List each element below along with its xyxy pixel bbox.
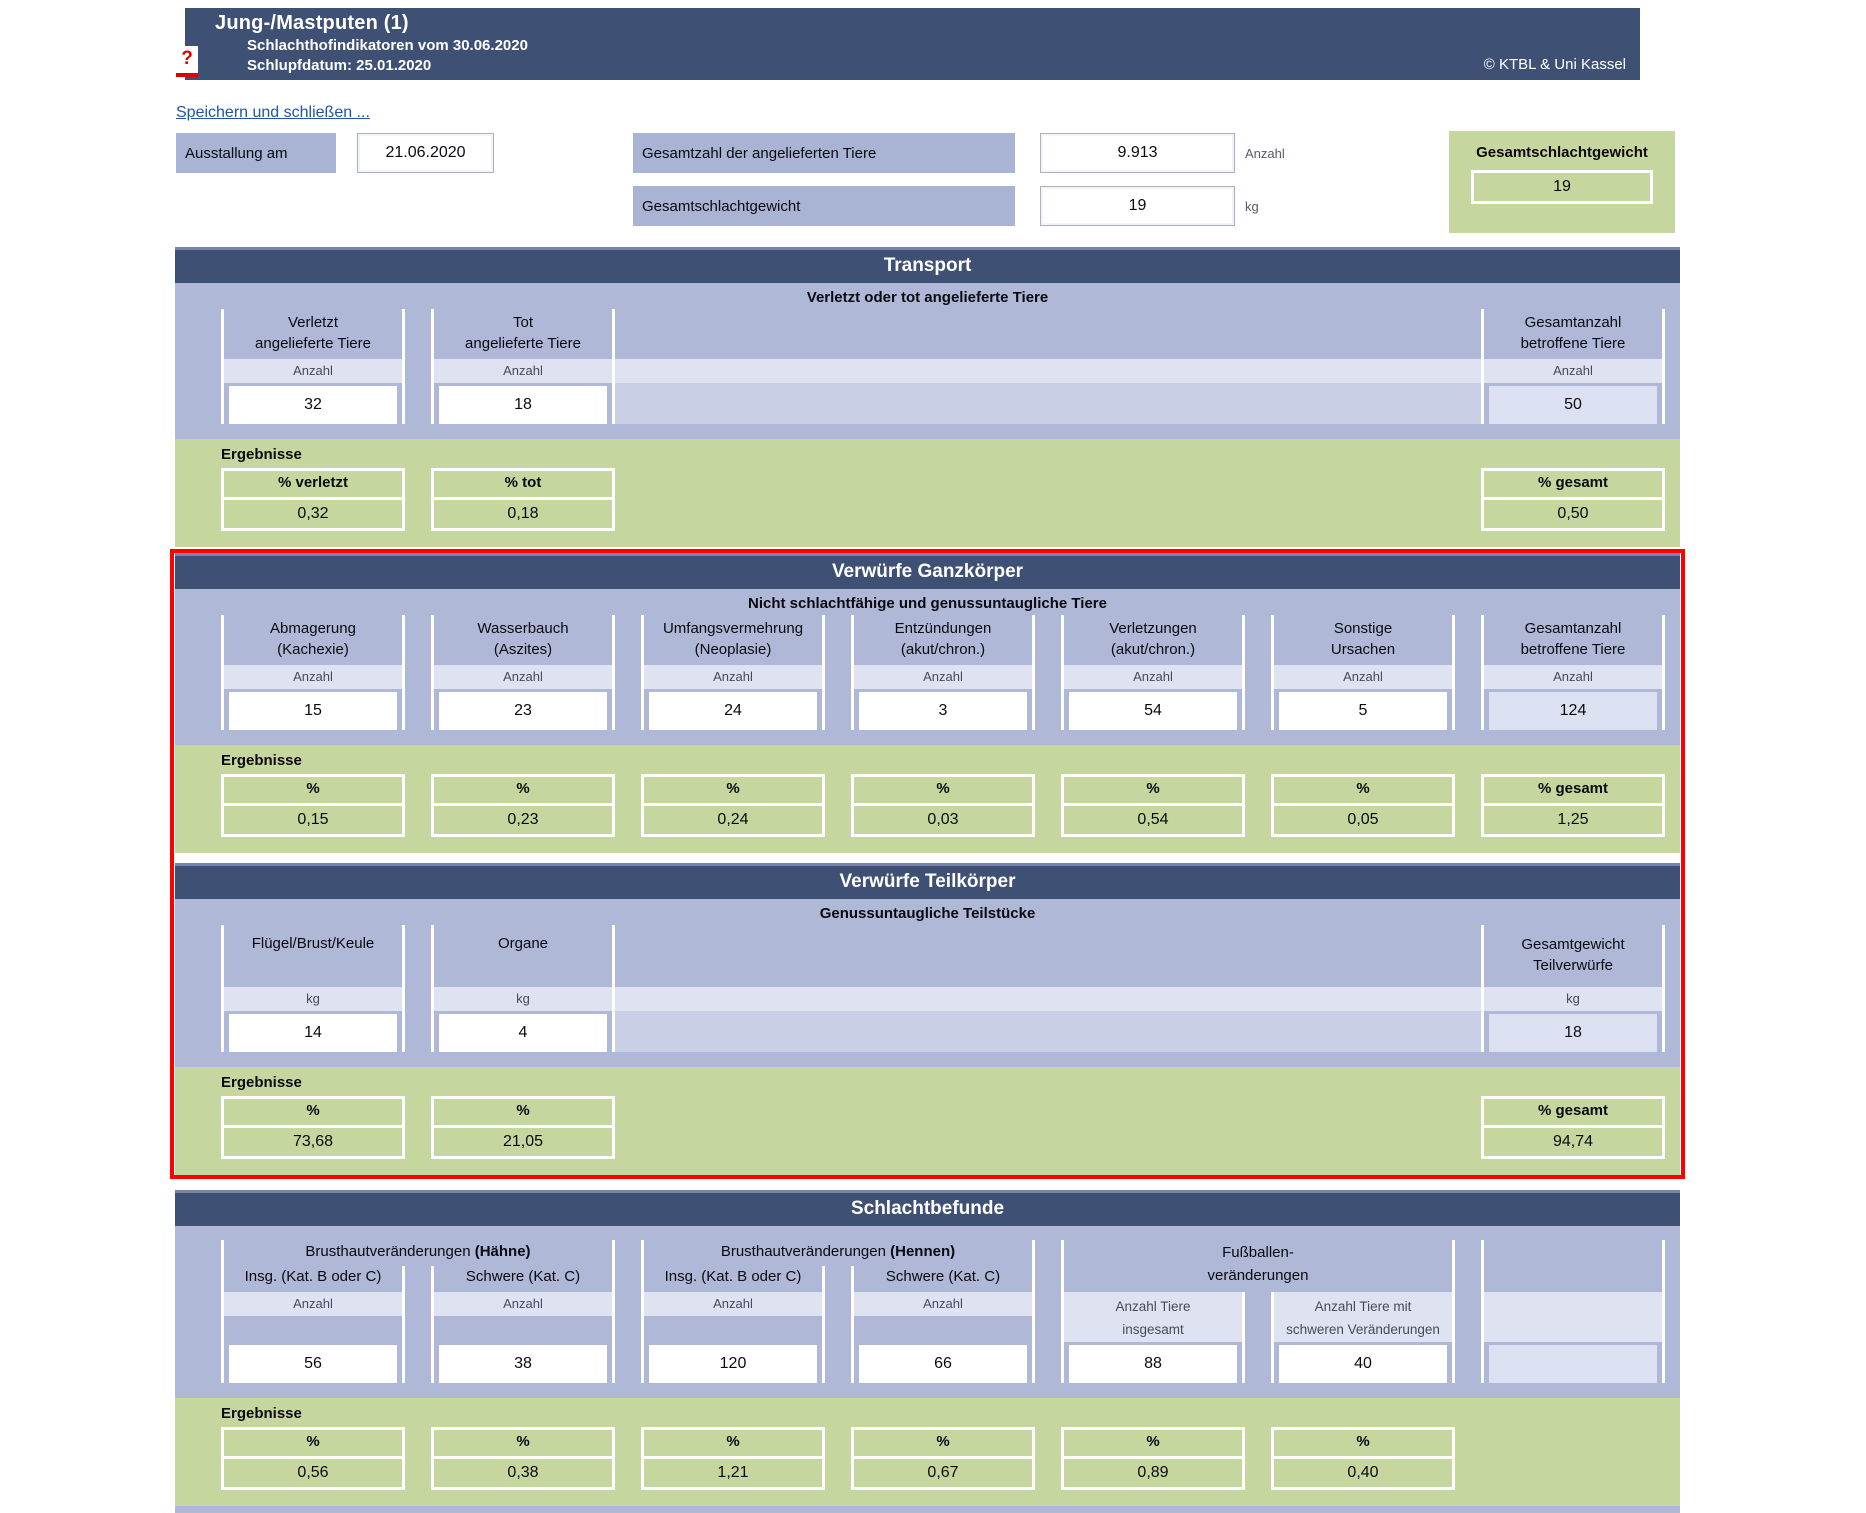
result-box: % tot 0,18 (431, 468, 615, 531)
ganz-col-abmagerung: Abmagerung (Kachexie) Anzahl 15 (221, 615, 405, 730)
sb-col: Insg. (Kat. B oder C) Anzahl 56 (224, 1266, 405, 1383)
header-hatch-date: Schlupfdatum: 25.01.2020 (247, 57, 432, 74)
result-box: % 73,68 (221, 1096, 405, 1159)
teil-col-total: Gesamtgewicht Teilverwürfe kg 18 (1481, 925, 1665, 1052)
gesamtzahl-unit-label: Anzahl (1245, 146, 1285, 161)
result-box: % 0,54 (1061, 774, 1245, 837)
results-heading: Ergebnisse (221, 446, 302, 463)
sb-col: Schwere (Kat. C) Anzahl 38 (431, 1266, 612, 1383)
group-brusthaut-haehne: Brusthautveränderungen (Hähne) Insg. (Kat. B oder C) Anzahl 56 Schwere (Kat. C) Anzahl 38 (221, 1240, 615, 1383)
ganz-total-value: 124 (1489, 692, 1657, 730)
result-box: % 0,23 (431, 774, 615, 837)
sb-fussballen-insg-input[interactable]: 88 (1069, 1345, 1237, 1383)
result-box-total: % gesamt 94,74 (1481, 1096, 1665, 1159)
sb-fussballen-schwer-input[interactable]: 40 (1279, 1345, 1447, 1383)
ganz-col-entzuendungen: Entzündungen (akut/chron.) Anzahl 3 (851, 615, 1035, 730)
teil-col-organe: Organe kg 4 (431, 925, 615, 1052)
result-value: 0,32 (297, 505, 329, 522)
header-subtitle: Schlachthofindikatoren vom 30.06.2020 (247, 37, 528, 54)
result-box-total: % gesamt 1,25 (1481, 774, 1665, 837)
result-box: % 0,38 (431, 1427, 615, 1490)
group-brusthaut-hennen: Brusthautveränderungen (Hennen) Insg. (Kat. B oder C) Anzahl 120 Schwere (Kat. C) Anzahl 66 (641, 1240, 1035, 1383)
teilkoerper-section-title: Verwürfe Teilkörper (175, 863, 1680, 899)
empty-filler (615, 309, 1481, 424)
result-box: % 0,15 (221, 774, 405, 837)
ganz-abmagerung-input[interactable]: 15 (229, 692, 397, 730)
transport-col-total (1481, 309, 1665, 424)
transport-subtitle: Verletzt oder tot angelieferte Tiere (806, 289, 1049, 306)
transport-col-verletzt (221, 309, 405, 424)
summary-title: Gesamtschlachtgewicht (1476, 144, 1648, 161)
ganz-col-sonstige: Sonstige Ursachen Anzahl 5 (1271, 615, 1455, 730)
red-annotation-rectangle (170, 549, 1685, 1179)
column-header: Tot angelieferte Tiere (465, 314, 581, 352)
result-box: % 0,05 (1271, 774, 1455, 837)
ganzkoerper-section (175, 553, 1680, 853)
teilkoerper-section (175, 863, 1680, 1175)
unit-label: Anzahl (434, 359, 612, 383)
result-box: % 0,67 (851, 1427, 1035, 1490)
page-title: Jung-/Mastputen (1) (215, 12, 409, 34)
result-value: 0,50 (1557, 505, 1589, 522)
sb-empty-column (1481, 1240, 1665, 1383)
sb-col: Anzahl Tiere insgesamt 88 (1064, 1292, 1245, 1383)
teil-total-value: 18 (1489, 1014, 1657, 1052)
ganz-col-wasserbauch: Wasserbauch (Aszites) Anzahl 23 (431, 615, 615, 730)
result-box: % 0,40 (1271, 1427, 1455, 1490)
ausstallung-label: Ausstallung am (176, 133, 336, 173)
sb-hennen-schwere-input[interactable]: 66 (859, 1345, 1027, 1383)
gesamtschlachtgewicht-summary-box (1449, 131, 1675, 233)
result-box: % 0,24 (641, 774, 825, 837)
sb-haehne-schwere-input[interactable]: 38 (439, 1345, 607, 1383)
sb-col: Schwere (Kat. C) Anzahl 66 (851, 1266, 1032, 1383)
teil-col-fluegel: Flügel/Brust/Keule kg 14 (221, 925, 405, 1052)
results-heading: Ergebnisse (221, 1405, 302, 1422)
group-fussballen: Fußballen- veränderungen Anzahl Tiere insgesamt 88 Anzahl Tiere mit schweren Veränderungen 40 (1061, 1240, 1455, 1383)
teil-fluegel-input[interactable]: 14 (229, 1014, 397, 1052)
sb-col: Insg. (Kat. B oder C) Anzahl 120 (644, 1266, 825, 1383)
column-header: Verletzt angelieferte Tiere (255, 314, 371, 352)
page (175, 0, 1680, 1513)
transport-section-title: Transport (175, 247, 1680, 283)
gesamtzahl-label: Gesamtzahl der angelieferten Tiere (633, 133, 1015, 173)
unit-label: Anzahl (1484, 359, 1662, 383)
sb-haehne-insg-input[interactable]: 56 (229, 1345, 397, 1383)
copyright-label: © KTBL & Uni Kassel (1483, 56, 1626, 73)
summary-value: 19 (1471, 170, 1653, 204)
ganz-verletzungen-input[interactable]: 54 (1069, 692, 1237, 730)
result-box: % 0,56 (221, 1427, 405, 1490)
result-box: % 21,05 (431, 1096, 615, 1159)
schlachtbefunde-section (175, 1190, 1680, 1513)
transport-col-tot (431, 309, 615, 424)
top-form (175, 131, 1680, 239)
teil-organe-input[interactable]: 4 (439, 1014, 607, 1052)
result-box: % 0,03 (851, 774, 1035, 837)
help-icon[interactable]: ? (176, 46, 198, 77)
result-box: % verletzt 0,32 (221, 468, 405, 531)
transport-total-value: 50 (1489, 386, 1657, 424)
ganz-entzuendungen-input[interactable]: 3 (859, 692, 1027, 730)
results-heading: Ergebnisse (221, 752, 302, 769)
results-heading: Ergebnisse (221, 1074, 302, 1091)
sb-col: Anzahl Tiere mit schweren Veränderungen 40 (1271, 1292, 1452, 1383)
schlachtgewicht-unit-label: kg (1245, 199, 1259, 214)
teilkoerper-subtitle: Genussuntaugliche Teilstücke (819, 905, 1036, 922)
transport-verletzt-input[interactable]: 32 (229, 386, 397, 424)
ganz-col-total: Gesamtanzahl betroffene Tiere Anzahl 124 (1481, 615, 1665, 730)
ganz-col-verletzungen: Verletzungen (akut/chron.) Anzahl 54 (1061, 615, 1245, 730)
result-box: % 1,21 (641, 1427, 825, 1490)
ganz-sonstige-input[interactable]: 5 (1279, 692, 1447, 730)
ausstallung-date-input[interactable]: 21.06.2020 (357, 133, 494, 173)
schlachtgewicht-input[interactable]: 19 (1040, 186, 1235, 226)
schlachtgewicht-label: Gesamtschlachtgewicht (633, 186, 1015, 226)
transport-section (175, 247, 1680, 547)
result-box-total: % gesamt 0,50 (1481, 468, 1665, 531)
ganz-umfangsvermehrung-input[interactable]: 24 (649, 692, 817, 730)
result-value: 0,18 (507, 505, 539, 522)
empty-filler (615, 925, 1481, 1052)
column-header: Gesamtanzahl betroffene Tiere (1520, 314, 1626, 352)
ganzkoerper-section-title: Verwürfe Ganzkörper (175, 553, 1680, 589)
sb-hennen-insg-input[interactable]: 120 (649, 1345, 817, 1383)
result-box: % 0,89 (1061, 1427, 1245, 1490)
transport-tot-input[interactable]: 18 (439, 386, 607, 424)
app-header (185, 8, 1640, 80)
save-close-link[interactable]: Speichern und schließen ... (176, 104, 370, 121)
ganzkoerper-subtitle: Nicht schlachtfähige und genussuntaugliche Tiere (748, 595, 1107, 612)
schlachtbefunde-section-title: Schlachtbefunde (175, 1190, 1680, 1226)
ganz-col-umfangsvermehrung: Umfangsvermehrung (Neoplasie) Anzahl 24 (641, 615, 825, 730)
gesamtzahl-input[interactable]: 9.913 (1040, 133, 1235, 173)
ganz-wasserbauch-input[interactable]: 23 (439, 692, 607, 730)
unit-label: Anzahl (224, 359, 402, 383)
